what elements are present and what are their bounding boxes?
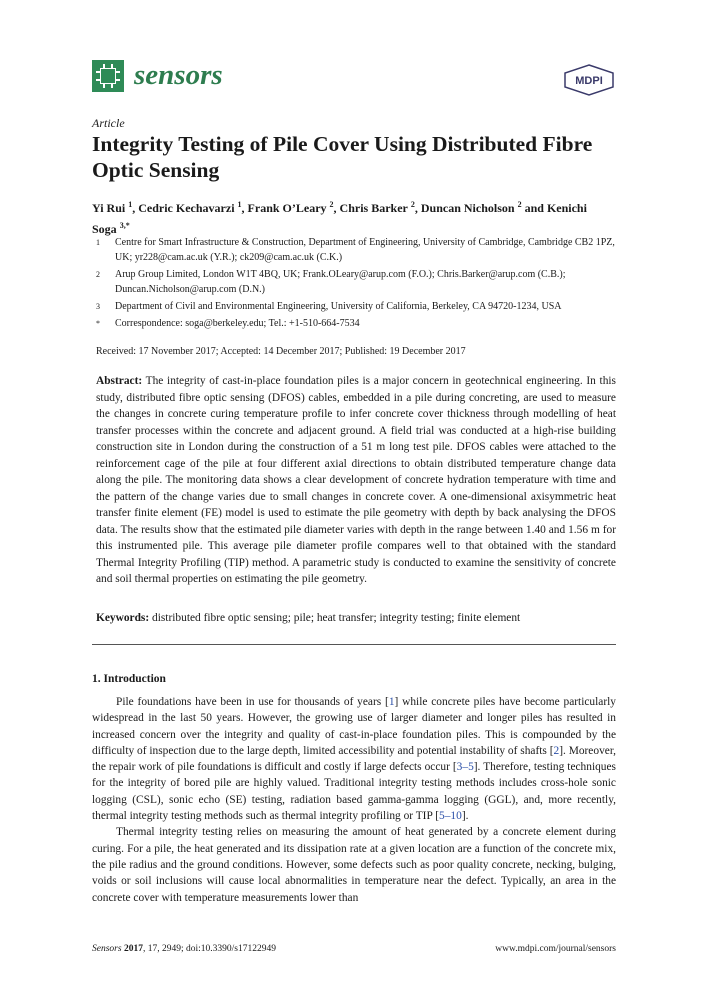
citation-link[interactable]: 1 xyxy=(388,696,395,708)
author-separator: and xyxy=(521,201,547,215)
body-text-run: ] while concrete piles have become particularly widespread in the last 50 years. However, the growing use of larger diameter and longer piles has resulted in increased concern over the integrity and quality of cast-in-place foundation piles. This is compounded by the difficulty of inspection due to the large depth, limited accessibility and potential instability of shafts [ xyxy=(92,696,616,757)
citation-link[interactable]: 3–5 xyxy=(456,761,474,774)
affiliation-number: * xyxy=(96,319,100,328)
footer-url[interactable]: www.mdpi.com/journal/sensors xyxy=(495,944,616,954)
author-affiliation-marker: 2 xyxy=(410,200,415,209)
affiliation-item xyxy=(96,235,620,265)
author-affiliation-marker: 1 xyxy=(237,200,242,209)
publication-dates: Received: 17 November 2017; Accepted: 14 December 2017; Published: 19 December 2017 xyxy=(96,346,466,357)
body-paragraph xyxy=(92,694,616,824)
author-separator: , xyxy=(132,201,139,215)
affiliation-list xyxy=(96,235,620,333)
footer-doi: , 17, 2949; doi:10.3390/s17122949 xyxy=(142,944,276,954)
author-name: Kenichi Soga xyxy=(92,201,587,236)
section-body xyxy=(92,694,616,906)
abstract-label: Abstract: xyxy=(96,375,143,387)
body-text-run: ]. Therefore, testing techniques for the integrity of bored pile are highly valued. Traditional integrity testing methods includes cross-hole sonic logging (CSL), sonic echo (SE) testing, radiation based gamma-gamma logging (GGL), and, more recently, thermal integrity testing methods such as thermal integrity profiling or TIP [ xyxy=(92,761,616,823)
article-type: Article xyxy=(92,116,125,130)
mdpi-logo-icon xyxy=(563,64,615,96)
publisher-name: MDPI xyxy=(575,75,603,87)
author-affiliation-marker: 1 xyxy=(128,200,133,209)
affiliation-number: 2 xyxy=(96,270,100,279)
author-separator: , xyxy=(414,201,421,215)
section-heading: 1. Introduction xyxy=(92,673,166,685)
author-list xyxy=(92,196,612,238)
footer-citation xyxy=(92,944,276,954)
abstract-text: The integrity of cast-in-place foundation piles is a major concern in geotechnical engineering. In this study, distributed fibre optic sensing (DFOS) cables, embedded in a pile during concreting, are used to measure the changes in concrete curing temperature profile to infer concrete cover thickness through modelling of heat transfer processes within the concrete and adjacent ground. A field trial was conducted at a high-rise building construction site in London during the construction of a 51 m long test pile. DFOS cables were attached to the reinforcement cage of the pile at four different axial directions to obtain distributed temperature change data along the pile. The monitoring data shows a clear development of concrete hydration temperature with time and the pattern of the change varies due to small changes in concrete cover. A one-dimensional axisymmetric heat transfer finite element (FE) model is used to estimate the pile geometry with depth by back analysing the DFOS data. The results show that the estimated pile diameter varies with depth in the range between 1.40 and 1.56 m for this instrumented pile. This average pile diameter profile compares well to that obtained with the standard Thermal Integrity Profiling (TIP) method. A parametric study is conducted to examine the sensitivity of concrete and soil thermal properties on estimating the pile geometry. xyxy=(96,375,616,585)
author-name: Frank O’Leary xyxy=(247,201,327,215)
affiliation-text: Correspondence: soga@berkeley.edu; Tel.: +1-510-664-7534 xyxy=(115,318,360,329)
author-affiliation-marker: 2 xyxy=(329,200,334,209)
author-separator: , xyxy=(333,201,340,215)
body-paragraph xyxy=(92,824,616,905)
journal-name: sensors xyxy=(134,59,223,91)
author-name: Duncan Nicholson xyxy=(420,201,515,215)
citation-link[interactable]: 2 xyxy=(553,744,560,757)
affiliation-item xyxy=(96,267,620,297)
body-text-run: ]. Moreover, the repair work of pile foundations is difficult and costly if large defects occur [ xyxy=(92,744,616,774)
affiliation-text: Centre for Smart Infrastructure & Construction, Department of Engineering, University of Cambridge, Cambridge CB2 1PZ, UK; yr228@cam.ac.uk (Y.R.); ck209@cam.ac.uk (C.K.) xyxy=(115,237,615,263)
author-name: Yi Rui xyxy=(92,201,126,215)
abstract xyxy=(96,373,616,588)
footer-year: 2017 xyxy=(123,944,143,954)
keywords-label: Keywords: xyxy=(96,612,150,624)
footer-journal: Sensors xyxy=(92,944,122,954)
author-name: Cedric Kechavarzi xyxy=(138,201,235,215)
keywords xyxy=(96,612,616,624)
author-name: Chris Barker xyxy=(339,201,408,215)
affiliation-item xyxy=(96,299,620,314)
body-text-run: Thermal integrity testing relies on measuring the amount of heat generated by a concrete element during curing. For a pile, the heat generated and its dissipation rate at a given location are a function of the concrete mix, the pile radius and the ground conditions. However, some defects such as poor quality concrete, necking, bulging, voids or soil inclusions will cause local abnormalities in temperature near the defect. Typically, an area in the concrete cover with temperature measurements lower than xyxy=(92,826,616,904)
body-text-run: Pile foundations have been in use for thousands of years [ xyxy=(116,696,389,708)
affiliation-number: 1 xyxy=(96,238,100,247)
journal-logo-icon xyxy=(92,60,124,92)
article-title: Integrity Testing of Pile Cover Using Distributed Fibre Optic Sensing xyxy=(92,132,593,182)
affiliation-text: Department of Civil and Environmental Engineering, University of California, Berkeley, CA 94720-1234, USA xyxy=(115,301,562,312)
affiliation-text: Arup Group Limited, London W1T 4BQ, UK; Frank.OLeary@arup.com (F.O.); Chris.Barker@arup.com (C.B.); Duncan.Nicholson@arup.com (D.N.) xyxy=(115,269,566,295)
affiliation-item xyxy=(96,316,620,331)
author-separator: , xyxy=(241,201,248,215)
author-affiliation-marker: 2 xyxy=(517,200,522,209)
affiliation-number: 3 xyxy=(96,302,100,311)
section-divider xyxy=(92,644,616,645)
body-text-run: ]. xyxy=(461,810,469,823)
author-affiliation-marker: 3,* xyxy=(119,221,130,230)
keywords-text: distributed fibre optic sensing; pile; heat transfer; integrity testing; finite element xyxy=(152,612,521,624)
citation-link[interactable]: 5–10 xyxy=(439,810,462,823)
